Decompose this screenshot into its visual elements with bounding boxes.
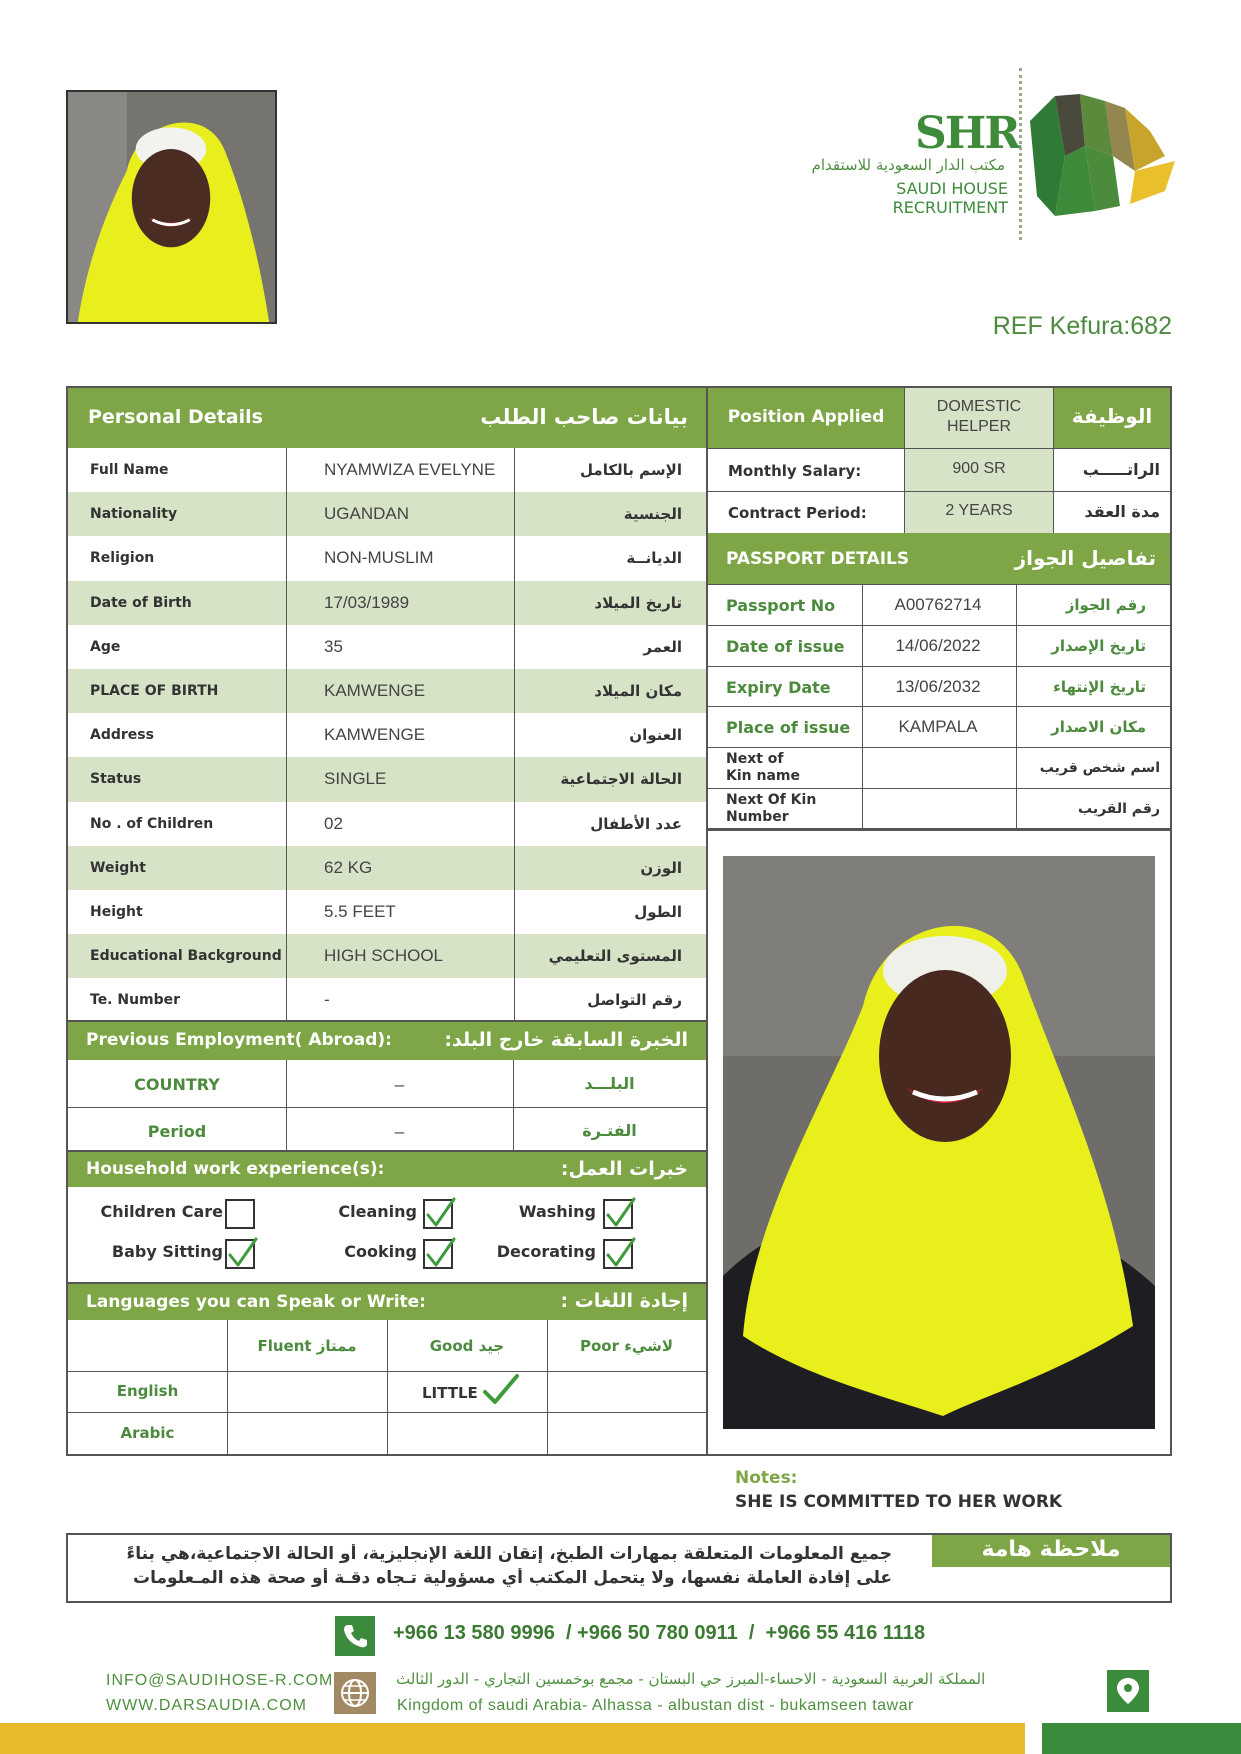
household-item-label: Cooking	[344, 1242, 417, 1261]
personal-field-label: Educational Background	[90, 948, 282, 965]
position-value: DOMESTIC HELPER	[936, 398, 1022, 435]
position-label-ar-cell	[1054, 388, 1170, 448]
employment-country-ar: البلـــد	[584, 1074, 635, 1093]
logo-divider	[1019, 68, 1022, 240]
passport-field-value: 13/06/2032	[895, 677, 981, 696]
household-checkbox[interactable]	[225, 1239, 255, 1269]
employment-title-ar: الخبرة السابقة خارج البلد:	[444, 1029, 688, 1051]
personal-row	[68, 625, 706, 669]
personal-field-label: Nationality	[90, 506, 178, 523]
salary-label: Monthly Salary:	[728, 462, 862, 480]
check-icon	[603, 1195, 637, 1231]
passport-field-value: 14/06/2022	[895, 636, 981, 655]
personal-field-ar: الوزن	[640, 858, 682, 877]
personal-field-label: Age	[90, 638, 121, 655]
personal-row	[68, 757, 706, 801]
personal-field-label: Address	[90, 727, 154, 744]
personal-row	[68, 713, 706, 757]
personal-field-ar: الديانــة	[626, 549, 682, 568]
household-header	[68, 1152, 706, 1187]
salary-ar-cell	[1054, 449, 1170, 491]
personal-field-value: 5.5 FEET	[324, 902, 396, 922]
position-value-cell	[904, 388, 1054, 448]
passport-field-label: Place of issue	[726, 717, 851, 737]
contract-label-cell	[708, 492, 904, 533]
household-table	[66, 1150, 708, 1284]
personal-field-ar: مكان الميلاد	[594, 682, 682, 701]
logo-english-name: SAUDI HOUSE RECRUITMENT	[892, 179, 1008, 217]
languages-table	[66, 1282, 708, 1456]
passport-row	[708, 706, 1170, 747]
household-title-en: Household work experience(s):	[86, 1159, 385, 1179]
passport-field-label: Date of issue	[726, 636, 845, 656]
lang-col-fluent: Fluent ممتاز	[257, 1337, 357, 1355]
footer-bar-yellow	[0, 1723, 1025, 1754]
personal-field-value: SINGLE	[324, 769, 387, 789]
check-icon	[423, 1195, 457, 1231]
passport-kin-name-label-1: Next of	[726, 751, 784, 767]
logo-mark: SHR	[915, 108, 1019, 159]
lang-row-arabic: Arabic	[120, 1424, 175, 1442]
employment-country-label: COUNTRY	[134, 1075, 220, 1094]
logo-arabic-name: مكتب الدار السعودية للاستقدام	[811, 156, 1005, 174]
personal-field-label: Weight	[90, 859, 146, 876]
lang-col-good: Good جيد	[429, 1337, 505, 1355]
position-label-cell	[708, 388, 904, 448]
lang-col-poor: Poor لاشيء	[580, 1337, 673, 1355]
employment-period-label: Period	[147, 1122, 207, 1141]
passport-kin-name-ar: اسم شخص قريب	[1039, 760, 1160, 776]
reference-number: REF Kefura:682	[992, 312, 1172, 340]
personal-details-header	[68, 388, 706, 448]
personal-details-title-en: Personal Details	[88, 406, 263, 428]
personal-details-title-ar: بيانات صاحب الطلب	[480, 405, 688, 429]
personal-field-label: Height	[90, 904, 143, 921]
personal-field-ar: الحالة الاجتماعية	[560, 770, 682, 789]
languages-title-en: Languages you can Speak or Write:	[86, 1292, 426, 1312]
household-checkbox[interactable]	[603, 1239, 633, 1269]
household-item-label: Baby Sitting	[111, 1242, 223, 1261]
important-note-line1: جميع المعلومات المتعلقة بمهارات الطبخ، إتقان اللغة الإنجليزية، أو الحالة الاجتماعية،هي بناءً	[126, 1544, 892, 1564]
footer-bar-green	[1042, 1723, 1241, 1754]
household-checkbox[interactable]	[423, 1199, 453, 1229]
check-icon	[423, 1235, 457, 1271]
passport-title-en: PASSPORT DETAILS	[726, 549, 910, 569]
household-checkbox[interactable]	[423, 1239, 453, 1269]
contract-value-cell	[904, 492, 1054, 533]
personal-field-ar: العنوان	[629, 726, 682, 745]
passport-field-ar: تاريخ الإصدار	[1051, 637, 1146, 655]
personal-field-label: Full Name	[90, 462, 169, 479]
personal-field-value: 17/03/1989	[324, 592, 410, 612]
personal-field-value: 35	[324, 636, 343, 656]
contract-label: Contract Period:	[728, 504, 867, 522]
lang-english-check-icon	[482, 1372, 520, 1408]
passport-field-ar: مكان الاصدار	[1051, 718, 1146, 736]
phone-icon	[335, 1616, 375, 1656]
personal-field-label: Status	[90, 771, 142, 788]
passport-field-label: Expiry Date	[726, 677, 831, 697]
personal-row	[68, 492, 706, 536]
personal-field-ar: العمر	[643, 637, 682, 656]
personal-row	[68, 448, 706, 492]
passport-field-ar: تاريخ الإنتهاء	[1053, 678, 1146, 696]
salary-label-cell	[708, 449, 904, 491]
personal-field-ar: الإسم بالكامل	[580, 461, 682, 480]
passport-field-ar: رقم الجواز	[1065, 596, 1146, 614]
languages-header	[68, 1284, 706, 1320]
check-icon	[603, 1235, 637, 1271]
personal-row	[68, 536, 706, 580]
personal-field-value: HIGH SCHOOL	[324, 946, 444, 966]
household-item-label: Decorating	[496, 1242, 596, 1261]
important-note-title-cell	[932, 1535, 1170, 1567]
personal-field-label: Date of Birth	[90, 594, 192, 611]
contract-ar-cell	[1054, 492, 1170, 533]
salary-value: 900 SR	[952, 460, 1006, 477]
passport-kin-number-label-2: Number	[726, 809, 789, 825]
contract-ar: مدة العقد	[1084, 502, 1160, 521]
employment-period-value: –	[394, 1122, 405, 1141]
household-item-label: Washing	[518, 1202, 596, 1221]
personal-field-ar: المستوى التعليمي	[548, 947, 682, 966]
personal-field-label: No . of Children	[90, 815, 214, 832]
position-table	[706, 386, 1172, 535]
personal-field-ar: الجنسية	[623, 505, 682, 524]
passport-field-label: Passport No	[726, 595, 836, 615]
passport-field-value: KAMPALA	[898, 717, 978, 736]
personal-row	[68, 581, 706, 625]
personal-field-ar: عدد الأطفال	[590, 814, 682, 833]
languages-title-ar: إجادة اللغات :	[560, 1290, 688, 1312]
phone-numbers: +966 13 580 9996 / +966 50 780 0911 / +966 55 416 1118	[393, 1622, 926, 1644]
employment-table	[66, 1020, 708, 1152]
contact-email: INFO@SAUDIHOSE-R.COM	[106, 1672, 334, 1689]
personal-field-value: KAMWENGE	[324, 725, 426, 745]
passport-field-value: A00762714	[894, 595, 982, 614]
personal-field-label: Religion	[90, 550, 155, 567]
personal-field-ar: الطول	[634, 903, 682, 922]
employment-country-value: –	[394, 1075, 405, 1094]
passport-kin-number-label-1: Next Of Kin	[726, 792, 817, 808]
household-checkbox[interactable]	[225, 1199, 255, 1229]
salary-value-cell	[904, 449, 1054, 491]
personal-row	[68, 890, 706, 934]
personal-row	[68, 846, 706, 890]
salary-ar: الراتـــــب	[1082, 460, 1160, 479]
personal-field-label: PLACE OF BIRTH	[90, 683, 219, 700]
employment-header	[68, 1022, 706, 1060]
passport-kin-name-row	[708, 747, 1170, 788]
profile-photo	[66, 90, 277, 324]
passport-kin-number-ar: رقم القريب	[1078, 800, 1160, 817]
household-item-label: Cleaning	[338, 1202, 417, 1221]
address-english: Kingdom of saudi Arabia- Alhassa - albustan dist - bukamseen tawar	[397, 1697, 914, 1714]
location-pin-icon	[1107, 1670, 1149, 1712]
check-icon	[225, 1235, 259, 1271]
lang-english-level: LITTLE	[422, 1384, 478, 1402]
personal-details-table	[66, 386, 708, 1022]
household-item-label: Children Care	[100, 1202, 223, 1221]
personal-field-value: -	[324, 990, 330, 1010]
personal-row	[68, 669, 706, 713]
personal-row	[68, 934, 706, 978]
household-title-ar: خبرات العمل:	[560, 1158, 688, 1180]
logo-emblem	[1025, 86, 1180, 226]
personal-field-value: UGANDAN	[324, 504, 410, 524]
passport-kin-number-row	[708, 788, 1170, 829]
passport-kin-name-label-2: Kin name	[726, 768, 800, 784]
important-note-box	[66, 1533, 1172, 1603]
personal-field-value: KAMWENGE	[324, 681, 426, 701]
personal-row	[68, 802, 706, 846]
contact-website: WWW.DARSAUDIA.COM	[106, 1697, 307, 1714]
personal-field-ar: رقم التواصل	[587, 991, 682, 1010]
personal-field-value: NYAMWIZA EVELYNE	[324, 460, 496, 480]
passport-row	[708, 584, 1170, 625]
passport-title-ar: تفاصيل الجواز	[1014, 546, 1156, 570]
full-photo	[723, 856, 1155, 1429]
important-note-title: ملاحظة هامة	[981, 1537, 1121, 1562]
address-arabic: المملكة العربية السعودية - الاحساء-المبرز حي البستان - مجمع بوخمسين التجاري - الدور الثالث	[396, 1670, 986, 1688]
personal-field-value: 02	[324, 813, 343, 833]
personal-field-label: Te. Number	[90, 992, 181, 1009]
important-note-line2: على إفادة العاملة نفسها، ولا يتحمل المكتب أي مسؤولية تـجاه دقـة أو صحة هذه المـعلومات	[132, 1568, 892, 1588]
notes-label: Notes:	[735, 1468, 798, 1488]
lang-row-english: English	[116, 1382, 179, 1400]
personal-row	[68, 978, 706, 1022]
position-label-en: Position Applied	[727, 407, 885, 427]
household-checkbox[interactable]	[603, 1199, 633, 1229]
passport-table	[706, 533, 1172, 831]
contract-value: 2 YEARS	[945, 502, 1013, 519]
position-label-ar: الوظيفة	[1071, 404, 1153, 428]
globe-icon	[334, 1672, 376, 1714]
notes-text: SHE IS COMMITTED TO HER WORK	[735, 1492, 1063, 1512]
employment-title-en: Previous Employment( Abroad):	[86, 1030, 392, 1050]
personal-field-ar: تاريخ الميلاد	[594, 593, 682, 612]
passport-header	[708, 533, 1170, 584]
personal-field-value: NON-MUSLIM	[324, 548, 434, 568]
personal-field-value: 62 KG	[324, 857, 373, 877]
passport-row	[708, 666, 1170, 707]
employment-period-ar: الفتـرة	[582, 1121, 637, 1140]
passport-row	[708, 625, 1170, 666]
